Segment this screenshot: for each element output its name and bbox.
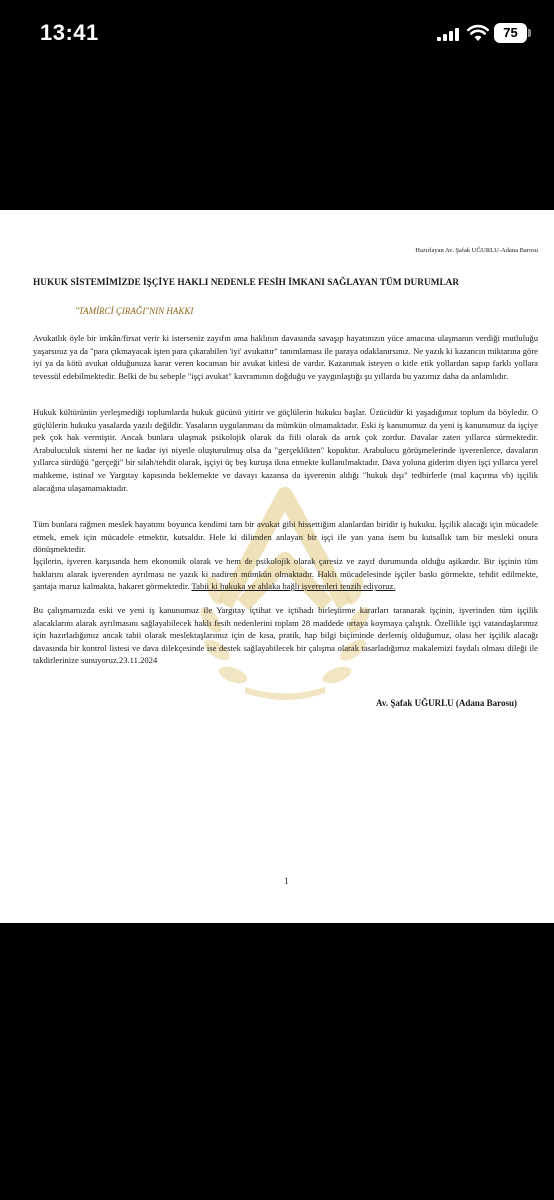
wifi-icon (467, 24, 489, 42)
paragraph-2: Hukuk kültürünün yerleşmediği toplumlarda hukuk gücünü yitirir ve güçlülerin hukuku başlar. Üzücüdür ki yaşadığımız toplum da böyledir. O güçlülerin hukuku yasalarda yazılı değildir. Yasaların uygulanması da mümkün olmamaktadır. Eski iş kanunumuz da yeni iş kanunumuz da işçiye pek çok hak vermiştir. Ancak bunlara ulaşmak psikolojik olarak da fiili olarak da artık çok zordur. Davalar zaten yıllarca sürmektedir. Arabuluculuk sistemi her ne kadar iyi niyetle oluşturulmuş olsa da "gerçeklikten" kopuktur. Arabulucu görüşmelerinde işverenlerce, davaların yıllarca sürdüğü "gerçeği" bir silah/tehdit olarak, işçiyi üç beş kuruşa ikna etmekte kullanılmaktadır. Dava yoluna giderim diyen işçi yıllarca yerel mahkeme, istinaf ve Yargıtay kapısında beklemekte ve davayı kazansa da işverenin aldığı "hukuk dışı" tedbirlerle (mal kaçırma vb) işçilik alacağına ulaşamamaktadır. (33, 407, 538, 493)
paragraph-4 (33, 555, 538, 593)
signature: Av. Şafak UĞURLU (Adana Barosu) (376, 698, 517, 708)
document-page (0, 210, 554, 923)
status-bar (0, 0, 554, 62)
paragraph-1: Avukatlık öyle bir imkân/firsat verir ki isterseniz zayıfın ama haklının davasında savaşıp hayatınızın yüce amacına ulaşmanın verdiği mutluluğu yaşarsınız ya da "para çıkmayacak işten para çıkarabilen 'iyi' avukattır" tanımlaması ile paraya odaklanırsınız. Ne yazık ki kazancın miktarına göre iyi ya da kötü avukat olduğunuza karar veren kocaman bir avukat kitlesi de vardır. Kazanmak isteyen o kitle etik yollardan sapıp farklı yollara tevessül edebilmektedir. Belki de bu sebeple "işçi avukat" kavramının doğduğu ve yaygınlaştığı şu yıllarda bu yazımız daha da anlamlıdır. (33, 333, 538, 381)
prepared-by: Hazırlayan Av. Şafak UĞURLU-Adana Barosu (415, 247, 538, 254)
paragraph-3: Tüm bunlara rağmen meslek hayatımı boyunca kendimi tam bir avukat gibi hissettiğim alanlardan biridir iş hukuku. İşçilik alacağı için mücadele etmek, emek için mücadele etmektir, kutsaldır. Hele ki dilimden anlayan bir işçi ile yan yana isem bu kutsallık tam bir mesleki onura dönüşmektedir. (33, 519, 538, 555)
status-time: 13:41 (40, 20, 99, 45)
section-heading: "TAMİRCİ ÇIRAĞI"NIN HAKKI (75, 306, 194, 316)
paragraph-4-underlined: Tabii ki hukuka ve ahlaka bağlı işverenleri tenzih ediyoruz. (191, 581, 396, 592)
page-number: 1 (284, 876, 289, 886)
document-title: HUKUK SİSTEMİMİZDE İŞÇİYE HAKLI NEDENLE FESİH İMKANI SAĞLAYAN TÜM DURUMLAR (33, 278, 460, 288)
battery-cap (528, 29, 531, 37)
paragraph-5: Bu çalışmamızda eski ve yeni iş kanunumuz ile Yargıtay içtihat ve içtihadı birleştirme kararları taranarak işçinin, işverinden tüm işçilik alacaklarını alarak ayrılmasını sağlayabilecek haklı fesih nedenlerini toplam 28 maddede ortaya koymaya çalıştık. Özellikle işçi vatandaşlarımız için hazırladığımız ancak tabii olarak meslektaşlarımız için de kısa, pratik, hap bilgi biçiminde derlemiş olduğumuz, olası her işçilik alacağı davasında bir kontrol listesi ve dava dilekçesinde ise destek sağlayabilecek bir çalışma olarak tasarladığımız makalemizi faydalı olması dileği ile takdirlerinize sunuyoruz.23.11.2024 (33, 605, 538, 666)
paragraph-4-text: İşçilerin, işveren karşısında hem ekonomik olarak ve hem de psikolojik olarak çaresiz ve zayıf durumunda olduğu aşikardır. Bir işçinin tüm haklarını alarak işverenden ayrılması ne yazık ki nadiren mümkün olmaktadır. Haklı mücadelesinde işçiler baskı görmekte, tehdit edilmekte, şantaja maruz kalmakta, hakaret görmektedir. (33, 556, 538, 592)
signal-icon (437, 27, 459, 41)
battery-icon: 75 (494, 23, 527, 43)
